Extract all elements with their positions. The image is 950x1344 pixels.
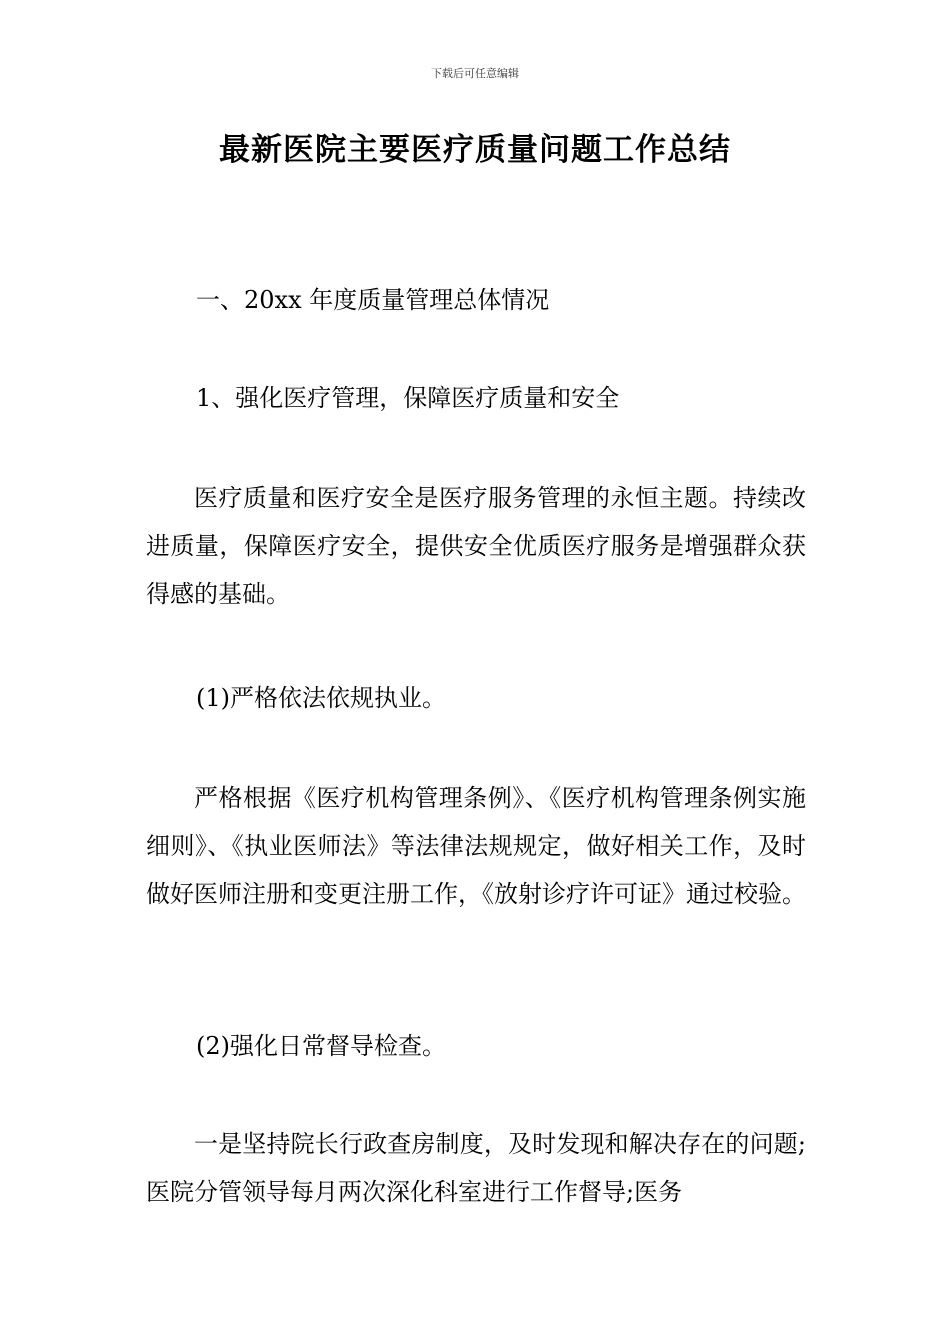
- list-item-1: (1)严格依法依规执业。: [196, 684, 446, 712]
- paragraph-2: 严格根据《医疗机构管理条例》、《医疗机构管理条例实施细则》、《执业医师法》等法律法规规定，做好相关工作，及时做好医师注册和变更注册工作，《放射诊疗许可证》通过校验。: [146, 784, 806, 908]
- page-header-note: 下载后可任意编辑: [431, 67, 519, 80]
- subheading-1: 1、强化医疗管理，保障医疗质量和安全: [196, 384, 620, 412]
- paragraph-3: 一是坚持院长行政查房制度，及时发现和解决存在的问题;医院分管领导每月两次深化科室进行工作督导;医务: [146, 1130, 806, 1206]
- list-item-2: (2)强化日常督导检查。: [196, 1032, 446, 1060]
- paragraph-1: 医疗质量和医疗安全是医疗服务管理的永恒主题。持续改进质量，保障医疗安全，提供安全优质医疗服务是增强群众获得感的基础。: [146, 484, 806, 608]
- document-title: 最新医院主要医疗质量问题工作总结: [219, 132, 731, 168]
- section-heading: 一、20xx 年度质量管理总体情况: [196, 286, 550, 314]
